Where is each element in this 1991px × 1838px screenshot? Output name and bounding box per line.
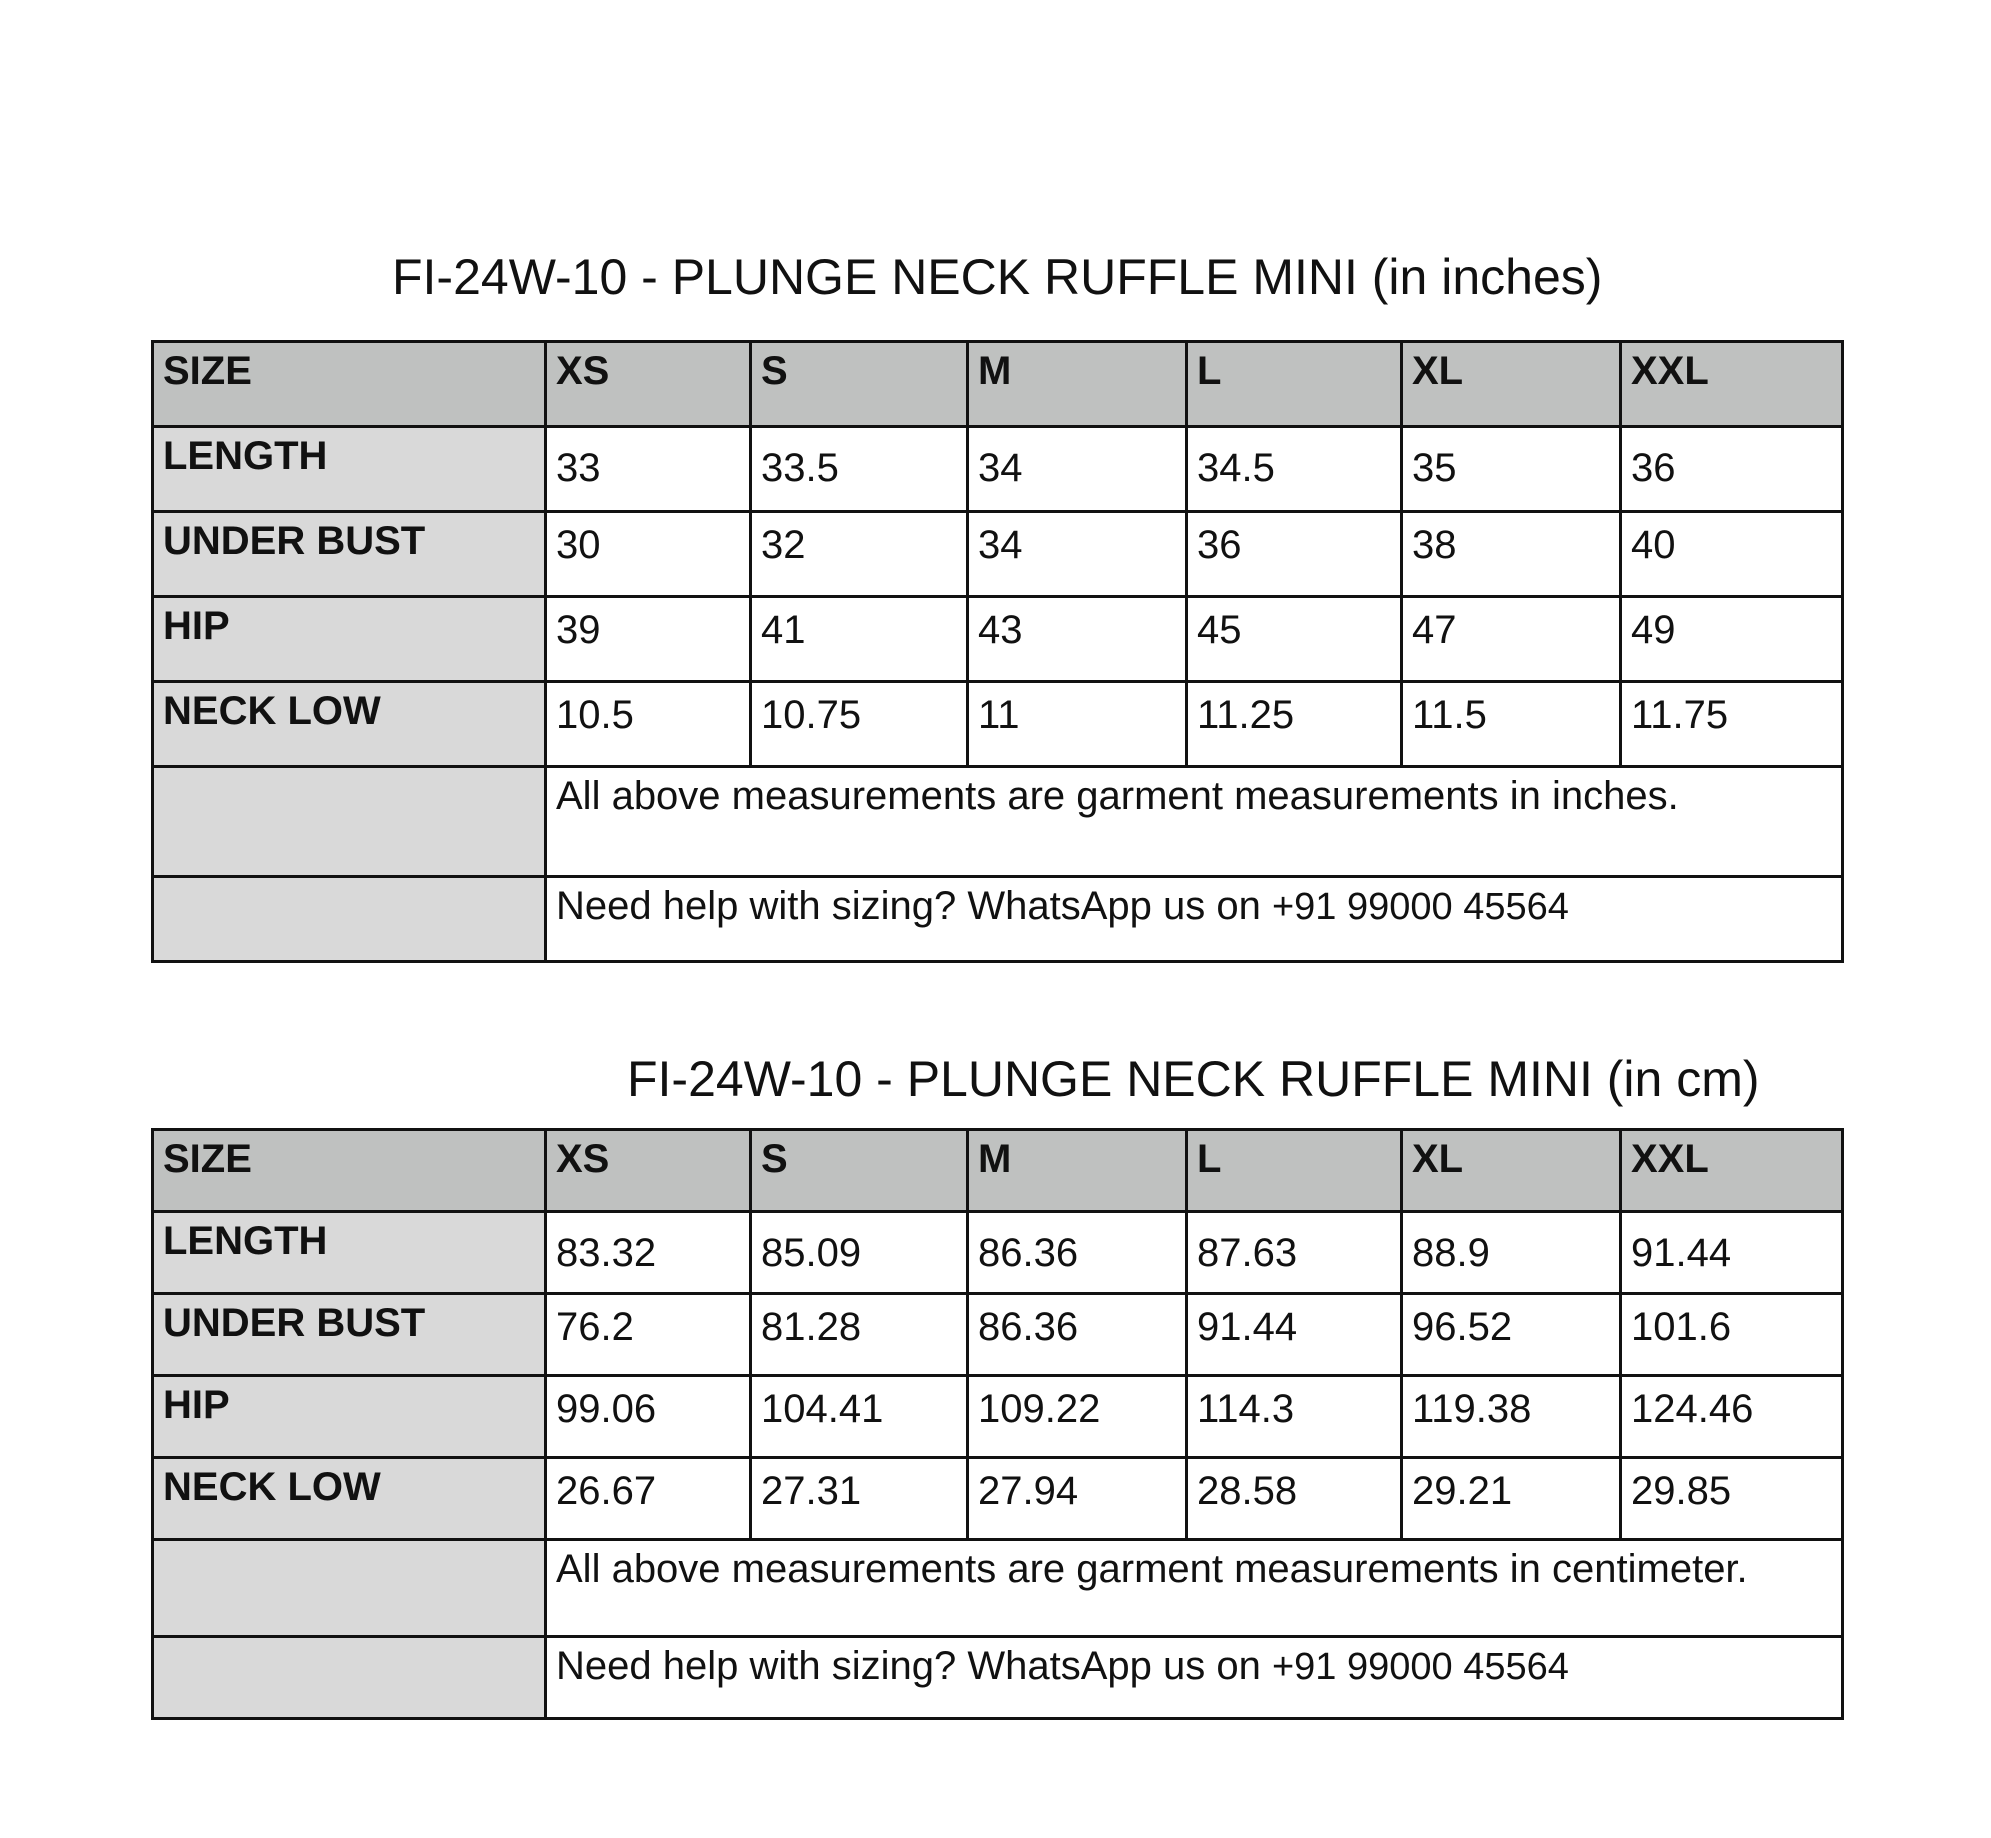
table-row-under-bust — [153, 512, 1843, 597]
table-cell: 101.6 — [1621, 1294, 1843, 1376]
table-cell: 29.21 — [1402, 1458, 1621, 1540]
table-cell: 11 — [968, 682, 1187, 767]
table-cell: 45 — [1187, 597, 1402, 682]
table-header-row — [153, 342, 1843, 427]
table-row-hip — [153, 1376, 1843, 1458]
table-cell: 43 — [968, 597, 1187, 682]
table-cell: 124.46 — [1621, 1376, 1843, 1458]
table-cell: 34 — [968, 427, 1187, 512]
header-cell-xl: XL — [1402, 1130, 1621, 1212]
table-cell: 40 — [1621, 512, 1843, 597]
table-cell: 109.22 — [968, 1376, 1187, 1458]
table-row-help — [153, 1637, 1843, 1719]
row-label-length: LENGTH — [153, 1212, 546, 1294]
table-cell: 38 — [1402, 512, 1621, 597]
help-note — [546, 877, 1843, 962]
table-cell: 104.41 — [751, 1376, 968, 1458]
table-cell: 27.94 — [968, 1458, 1187, 1540]
table-cell: 36 — [1621, 427, 1843, 512]
row-label-hip: HIP — [153, 597, 546, 682]
table-cell: 10.5 — [546, 682, 751, 767]
table-header-row — [153, 1130, 1843, 1212]
table-cell: 39 — [546, 597, 751, 682]
table-cell: 34 — [968, 512, 1187, 597]
table-cell: 29.85 — [1621, 1458, 1843, 1540]
table-row-length — [153, 427, 1843, 512]
table-cell: 33.5 — [751, 427, 968, 512]
help-note — [546, 1637, 1843, 1719]
help-text: Need help with sizing? WhatsApp us on — [556, 884, 1261, 928]
table-row-measurement-note — [153, 767, 1843, 877]
header-cell-xxl: XXL — [1621, 342, 1843, 427]
empty-label-cell — [153, 1540, 546, 1637]
header-cell-xs: XS — [546, 1130, 751, 1212]
header-cell-s: S — [751, 1130, 968, 1212]
table-cell: 86.36 — [968, 1294, 1187, 1376]
table-cell: 10.75 — [751, 682, 968, 767]
table-cell: 26.67 — [546, 1458, 751, 1540]
table-row-neck-low — [153, 1458, 1843, 1540]
table-cell: 119.38 — [1402, 1376, 1621, 1458]
header-cell-l: L — [1187, 1130, 1402, 1212]
header-cell-size: SIZE — [153, 342, 546, 427]
table-row-hip — [153, 597, 1843, 682]
empty-label-cell — [153, 1637, 546, 1719]
size-chart-title-inches: FI-24W-10 - PLUNGE NECK RUFFLE MINI (in inches) — [392, 249, 1603, 305]
table-row-length — [153, 1212, 1843, 1294]
table-row-neck-low — [153, 682, 1843, 767]
size-chart-title-cm: FI-24W-10 - PLUNGE NECK RUFFLE MINI (in cm) — [627, 1051, 1760, 1107]
table-row-help — [153, 877, 1843, 962]
measurement-note: All above measurements are garment measurements in centimeter. — [546, 1540, 1843, 1637]
table-cell: 87.63 — [1187, 1212, 1402, 1294]
table-cell: 36 — [1187, 512, 1402, 597]
table-cell: 11.75 — [1621, 682, 1843, 767]
table-cell: 96.52 — [1402, 1294, 1621, 1376]
empty-label-cell — [153, 767, 546, 877]
table-cell: 34.5 — [1187, 427, 1402, 512]
header-cell-xs: XS — [546, 342, 751, 427]
row-label-under-bust: UNDER BUST — [153, 512, 546, 597]
table-cell: 32 — [751, 512, 968, 597]
size-chart-table-cm — [151, 1128, 1844, 1720]
table-cell: 28.58 — [1187, 1458, 1402, 1540]
table-cell: 76.2 — [546, 1294, 751, 1376]
table-row-measurement-note — [153, 1540, 1843, 1637]
header-cell-s: S — [751, 342, 968, 427]
whatsapp-phone-number: +91 99000 45564 — [1271, 1646, 1569, 1688]
table-cell: 114.3 — [1187, 1376, 1402, 1458]
table-cell: 83.32 — [546, 1212, 751, 1294]
table-cell: 81.28 — [751, 1294, 968, 1376]
empty-label-cell — [153, 877, 546, 962]
table-cell: 49 — [1621, 597, 1843, 682]
header-cell-m: M — [968, 1130, 1187, 1212]
table-cell: 11.25 — [1187, 682, 1402, 767]
table-cell: 47 — [1402, 597, 1621, 682]
measurement-note: All above measurements are garment measurements in inches. — [546, 767, 1843, 877]
table-cell: 91.44 — [1187, 1294, 1402, 1376]
header-cell-m: M — [968, 342, 1187, 427]
table-cell: 30 — [546, 512, 751, 597]
header-cell-size: SIZE — [153, 1130, 546, 1212]
table-cell: 35 — [1402, 427, 1621, 512]
table-cell: 41 — [751, 597, 968, 682]
help-text: Need help with sizing? WhatsApp us on — [556, 1644, 1261, 1688]
header-cell-l: L — [1187, 342, 1402, 427]
table-cell: 99.06 — [546, 1376, 751, 1458]
table-cell: 86.36 — [968, 1212, 1187, 1294]
row-label-length: LENGTH — [153, 427, 546, 512]
table-cell: 11.5 — [1402, 682, 1621, 767]
row-label-under-bust: UNDER BUST — [153, 1294, 546, 1376]
table-cell: 33 — [546, 427, 751, 512]
row-label-hip: HIP — [153, 1376, 546, 1458]
size-chart-table-inches — [151, 340, 1844, 963]
header-cell-xl: XL — [1402, 342, 1621, 427]
row-label-neck-low: NECK LOW — [153, 682, 546, 767]
table-row-under-bust — [153, 1294, 1843, 1376]
table-cell: 88.9 — [1402, 1212, 1621, 1294]
row-label-neck-low: NECK LOW — [153, 1458, 546, 1540]
table-cell: 27.31 — [751, 1458, 968, 1540]
whatsapp-phone-number: +91 99000 45564 — [1271, 886, 1569, 928]
table-cell: 91.44 — [1621, 1212, 1843, 1294]
table-cell: 85.09 — [751, 1212, 968, 1294]
header-cell-xxl: XXL — [1621, 1130, 1843, 1212]
